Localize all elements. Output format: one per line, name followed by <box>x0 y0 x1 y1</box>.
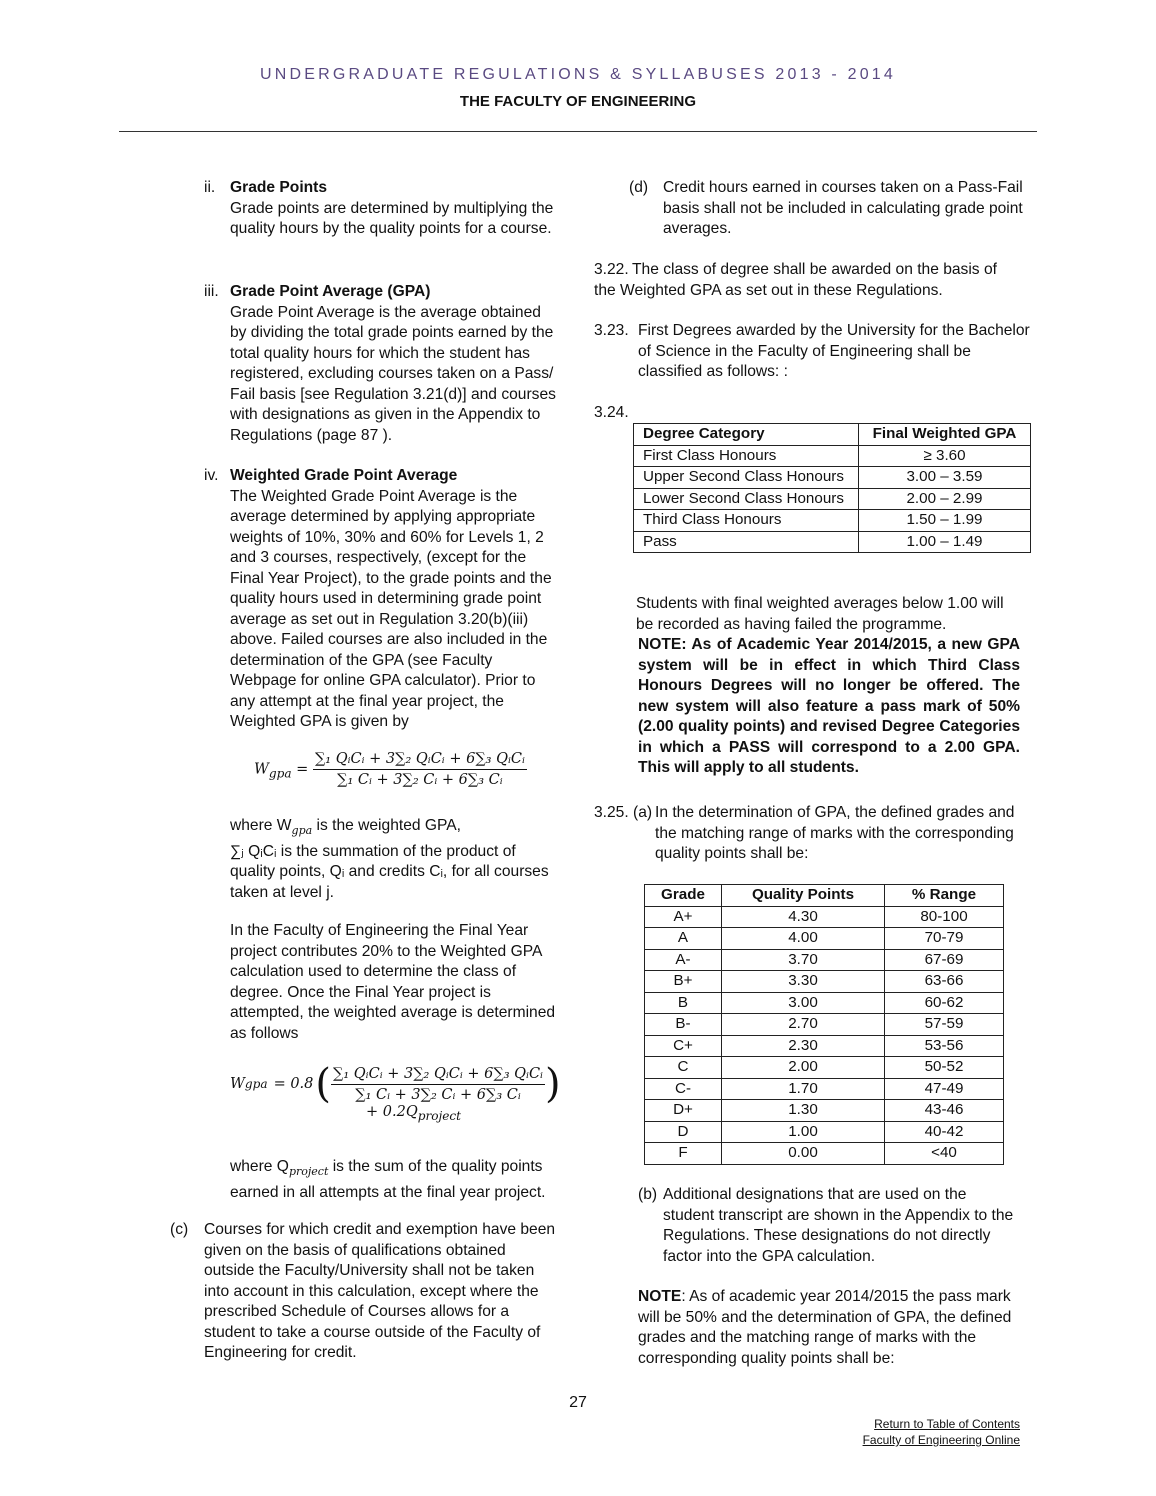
formula2-lhs-sub: gpa <box>244 1077 268 1091</box>
where2-prefix: where Q <box>230 1158 289 1175</box>
formula1-lhs-sub: gpa <box>268 766 292 781</box>
table-header-cell: Final Weighted GPA <box>859 424 1031 446</box>
range-cell: 47-49 <box>885 1078 1004 1100</box>
where2-sub: project <box>288 1165 329 1179</box>
quality-points-cell: 2.00 <box>722 1057 885 1079</box>
table-cell: 3.00 – 3.59 <box>859 467 1031 489</box>
note-text: : As of academic year 2014/2015 the pass mark will be 50% and the determination of GPA, the defined grades and the matching range of marks with the corresponding quality points shall be: <box>638 1288 1012 1367</box>
item-ii <box>230 178 560 240</box>
item-iv-number: iv. <box>204 467 219 484</box>
table-row <box>645 971 1004 993</box>
table-cell: 1.50 – 1.99 <box>859 510 1031 532</box>
table-row <box>645 1014 1004 1036</box>
grade-cell: C- <box>645 1078 722 1100</box>
pass-mark-note <box>638 1287 1024 1369</box>
project-paragraph: In the Faculty of Engineering the Final Year project contributes 20% to the Weighted GPA calculation used to determine the class of degree. Once the Final Year project is attempted, the weighted average is determined as follows <box>230 922 556 1042</box>
item-ii-title: Grade Points <box>230 179 328 196</box>
table-cell: Third Class Honours <box>634 510 859 532</box>
formula2-explanation <box>230 1157 560 1203</box>
where2-suffix: is the sum of the quality points earned in all attempts at the final year project. <box>230 1158 546 1201</box>
table-cell: Upper Second Class Honours <box>634 467 859 489</box>
where1-summation-text: ∑ⱼ QᵢCᵢ is the summation of the product of quality points, Qᵢ and credits Cᵢ, for all courses taken at level j. <box>230 842 549 901</box>
table-cell: ≥ 3.60 <box>859 445 1031 467</box>
quality-points-cell: 1.70 <box>722 1078 885 1100</box>
quality-points-cell: 4.00 <box>722 928 885 950</box>
degree-category-table <box>633 423 1031 553</box>
formula2-coefficient: = 0.8 <box>273 1076 314 1092</box>
grade-cell: C <box>645 1057 722 1079</box>
table-row <box>645 949 1004 971</box>
table-cell: 1.00 – 1.49 <box>859 531 1031 553</box>
item-iv-title: Weighted Grade Point Average <box>230 467 458 484</box>
reg-323-text: First Degrees awarded by the University for the Bachelor of Science in the Faculty of Engineering shall be classified as follows: : <box>638 322 1030 380</box>
reg-325-text: In the determination of GPA, the defined grades and the matching range of marks with the corresponding quality points shall be: <box>655 804 1015 862</box>
grade-cell: D <box>645 1121 722 1143</box>
table-row <box>645 1121 1004 1143</box>
document-header-subtitle: THE FACULTY OF ENGINEERING <box>459 93 697 110</box>
table-cell: 2.00 – 2.99 <box>859 488 1031 510</box>
reg-322-text: The class of degree shall be awarded on the basis of the Weighted GPA as set out in these Regulations. <box>594 261 997 299</box>
formula1-denominator: ∑₁ Cᵢ + 3∑₂ Cᵢ + 6∑₃ Cᵢ <box>337 772 503 788</box>
quality-points-cell: 1.00 <box>722 1121 885 1143</box>
item-d-text: Credit hours earned in courses taken on a Pass-Fail basis shall not be included in calculating grade point averages. <box>663 179 1023 237</box>
item-d-number: (d) <box>629 179 649 196</box>
item-iii <box>230 282 560 446</box>
table-header-cell: Degree Category <box>634 424 859 446</box>
table-row <box>645 1035 1004 1057</box>
quality-points-cell: 3.00 <box>722 992 885 1014</box>
range-cell: <40 <box>885 1143 1004 1165</box>
range-cell: 80-100 <box>885 906 1004 928</box>
where1-prefix: where W <box>230 817 292 834</box>
page-number: 27 <box>569 1394 587 1411</box>
grade-cell: F <box>645 1143 722 1165</box>
where1-suffix: is the weighted GPA, <box>312 817 461 834</box>
formula2-denominator: ∑₁ Cᵢ + 3∑₂ Cᵢ + 6∑₃ Cᵢ <box>355 1086 521 1103</box>
header-divider <box>119 131 1037 132</box>
grade-cell: C+ <box>645 1035 722 1057</box>
item-c-number: (c) <box>170 1221 189 1238</box>
grade-table <box>644 884 1004 1165</box>
quality-points-cell: 3.30 <box>722 971 885 993</box>
quality-points-cell: 1.30 <box>722 1100 885 1122</box>
formula2-numerator: ∑₁ QᵢCᵢ + 3∑₂ QᵢCᵢ + 6∑₃ QᵢCᵢ <box>331 1066 545 1085</box>
note-label: NOTE <box>638 1288 682 1305</box>
item-b-number: (b) <box>638 1186 658 1203</box>
table-header-cell: Quality Points <box>722 885 885 907</box>
table-row <box>634 488 1031 510</box>
table-cell: First Class Honours <box>634 445 859 467</box>
table-row <box>645 1078 1004 1100</box>
document-header-title: UNDERGRADUATE REGULATIONS & SYLLABUSES 2013 - 2014 <box>259 66 896 83</box>
grade-cell: A <box>645 928 722 950</box>
item-c-text: Courses for which credit and exemption have been given on the basis of qualifications obtained outside the Faculty/University shall not be taken into account in this calculation, except where the prescribed Schedule of Courses allows for a student to take a course outside of the Faculty of Engineering for credit. <box>204 1221 556 1361</box>
range-cell: 57-59 <box>885 1014 1004 1036</box>
formula-weighted-gpa: $W_{gpa}$ = $\frac{\text{∑₁ QᵢCᵢ + 3∑₂ QᵢCᵢ + 6∑₃ QᵢCᵢ}}{\text{∑₁ Cᵢ + 3∑₂ Cᵢ + 6∑₃ Cᵢ}}$ <box>254 751 525 788</box>
quality-points-cell: 3.70 <box>722 949 885 971</box>
item-ii-number: ii. <box>204 179 216 196</box>
item-b-text: Additional designations that are used on the student transcript are shown in the Appendix to the Regulations. These designations do not directly factor into the GPA calculation. <box>663 1186 1014 1265</box>
grade-cell: B+ <box>645 971 722 993</box>
formula2-lhs: W <box>230 1076 245 1092</box>
grade-cell: B- <box>645 1014 722 1036</box>
item-iii-text: Grade Point Average is the average obtained by dividing the total grade points earned by the total quality hours for which the student has registered, excluding courses taken on a Pass/ Fail basis [see Regulation 3.21(d)] and courses with designations as given in the Appendix to Regulations (page 87 ). <box>230 303 556 444</box>
table-cell: Pass <box>634 531 859 553</box>
quality-points-cell: 0.00 <box>722 1143 885 1165</box>
table-row <box>645 1143 1004 1165</box>
table-row <box>645 1057 1004 1079</box>
faculty-online-link[interactable]: Faculty of Engineering Online <box>862 1433 1020 1447</box>
reg-324-number: 3.24. <box>594 404 629 421</box>
return-to-toc-link[interactable]: Return to Table of Contents <box>874 1417 1020 1431</box>
table-row <box>634 510 1031 532</box>
table-row <box>645 906 1004 928</box>
formula1-numerator: ∑₁ QᵢCᵢ + 3∑₂ QᵢCᵢ + 6∑₃ QᵢCᵢ <box>313 751 527 770</box>
table-row <box>634 445 1031 467</box>
table-header-cell: % Range <box>885 885 1004 907</box>
table-header-row <box>645 885 1004 907</box>
fail-paragraph: Students with final weighted averages below 1.00 will be recorded as having failed the programme. <box>636 595 1004 633</box>
range-cell: 60-62 <box>885 992 1004 1014</box>
range-cell: 53-56 <box>885 1035 1004 1057</box>
range-cell: 40-42 <box>885 1121 1004 1143</box>
grade-cell: D+ <box>645 1100 722 1122</box>
formula1-explanation <box>230 816 560 903</box>
item-iii-title: Grade Point Average (GPA) <box>230 283 431 300</box>
grade-cell: A- <box>645 949 722 971</box>
table-row <box>645 992 1004 1014</box>
gpa-note-bold: NOTE: As of Academic Year 2014/2015, a new GPA system will be in effect in which Third Class Honours Degrees will no longer be offered. The new system will also feature a pass mark of 50% (2.00 quality points) and revised Degree Categories in which a PASS will correspond to a 2.00 GPA. This will apply to all students. <box>638 636 1020 776</box>
table-row <box>634 531 1031 553</box>
range-cell: 67-69 <box>885 949 1004 971</box>
where1-sub: gpa <box>291 824 313 838</box>
range-cell: 43-46 <box>885 1100 1004 1122</box>
formula1-lhs: W <box>254 761 269 778</box>
table-cell: Lower Second Class Honours <box>634 488 859 510</box>
item-iv <box>230 466 560 733</box>
table-row <box>645 1100 1004 1122</box>
reg-323-number: 3.23. <box>594 322 629 339</box>
item-ii-text: Grade points are determined by multiplying the quality hours by the quality points for a course. <box>230 199 554 237</box>
item-iii-number: iii. <box>204 283 219 300</box>
table-header-row <box>634 424 1031 446</box>
reg-322-number: 3.22. <box>594 261 629 278</box>
grade-cell: A+ <box>645 906 722 928</box>
reg-325-number: 3.25. (a) <box>594 804 653 821</box>
formula2-tail: + 0.2Q <box>366 1104 418 1120</box>
quality-points-cell: 4.30 <box>722 906 885 928</box>
range-cell: 50-52 <box>885 1057 1004 1079</box>
quality-points-cell: 2.30 <box>722 1035 885 1057</box>
formula-weighted-gpa-project: W gpa = 0.8 ( $\frac{\text{∑₁ QᵢCᵢ + 3∑₂ QᵢCᵢ + 6∑₃ QᵢCᵢ}}{\text{∑₁ Cᵢ + 3∑₂ Cᵢ + 6∑₃ Cᵢ}}$ ) + $0.2Q_{project}$ <box>230 1061 561 1123</box>
grade-cell: B <box>645 992 722 1014</box>
table-row <box>645 928 1004 950</box>
range-cell: 70-79 <box>885 928 1004 950</box>
item-iv-text: The Weighted Grade Point Average is the average determined by applying appropriate weights of 10%, 30% and 60% for Levels 1, 2 and 3 courses, respectively, (except for the Final Year Project), to the grade points and the quality hours used in determining grade point average as set out in Regulation 3.20(b)(iii) above. Failed courses are also included in the determination of the GPA (see Faculty Webpage for online GPA calculator). Prior to any attempt at the final year project, the Weighted GPA is given by <box>230 487 552 730</box>
formula2-tail-sub: project <box>417 1108 462 1123</box>
table-row <box>634 467 1031 489</box>
quality-points-cell: 2.70 <box>722 1014 885 1036</box>
range-cell: 63-66 <box>885 971 1004 993</box>
table-header-cell: Grade <box>645 885 722 907</box>
